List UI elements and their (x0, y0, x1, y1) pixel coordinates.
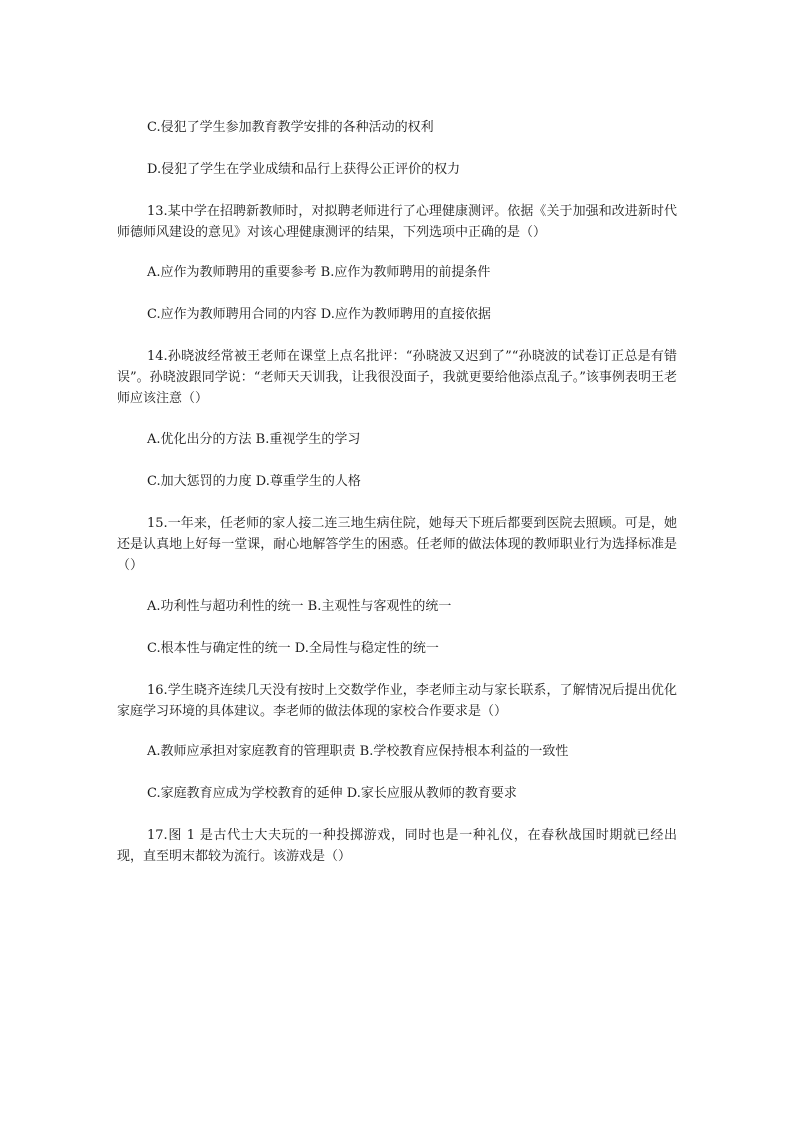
question-12-option-d: D.侵犯了学生在学业成绩和品行上获得公正评价的权力 (147, 162, 461, 177)
question-14-options-cd: C.加大惩罚的力度 D.尊重学生的人格 (147, 474, 361, 489)
question-16-options-cd: C.家庭教育应成为学校教育的延伸 D.家长应服从教师的教育要求 (147, 786, 517, 801)
question-16-options-ab: A.教师应承担对家庭教育的管理职责 B.学校教育应保持根本利益的一致性 (147, 744, 569, 759)
question-14-options-ab: A.优化出分的方法 B.重视学生的学习 (147, 432, 361, 447)
question-13-stem: 13.某中学在招聘新教师时，对拟聘老师进行了心理健康测评。依据《关于加强和改进新时代师德师风建设的意见》对该心理健康测评的结果，下列选项中正确的是（） (117, 204, 677, 240)
question-15-stem: 15.一年来，任老师的家人接二连三地生病住院，她每天下班后都要到医院去照顾。可是，她还是认真地上好每一堂课，耐心地解答学生的困惑。任老师的做法体现的教师职业行为选择标准是（） (117, 516, 677, 573)
question-13-options-ab: A.应作为教师聘用的重要参考 B.应作为教师聘用的前提条件 (147, 265, 491, 280)
question-12-option-c: C.侵犯了学生参加教育教学安排的各种活动的权利 (147, 120, 434, 135)
question-13-options-cd: C.应作为教师聘用合同的内容 D.应作为教师聘用的直接依据 (147, 307, 491, 322)
question-15-options-cd: C.根本性与确定性的统一 D.全局性与稳定性的统一 (147, 641, 439, 656)
question-16-stem: 16.学生晓齐连续几天没有按时上交数学作业，李老师主动与家长联系，了解情况后提出优化家庭学习环境的具体建议。李老师的做法体现的家校合作要求是（） (117, 683, 677, 719)
question-15-options-ab: A.功利性与超功利性的统一 B.主观性与客观性的统一 (147, 599, 452, 614)
question-17-stem: 17.图 1 是古代士大夫玩的一种投掷游戏，同时也是一种礼仪，在春秋战国时期就已经出现，直至明末都较为流行。该游戏是（） (117, 828, 677, 864)
question-14-stem: 14.孙晓波经常被王老师在课堂上点名批评：“孙晓波又迟到了”“孙晓波的试卷订正总是有错误”。孙晓波跟同学说：“老师天天训我，让我很没面子，我就更要给他添点乱子。”该事例表明王老师应该注意（） (117, 349, 677, 406)
